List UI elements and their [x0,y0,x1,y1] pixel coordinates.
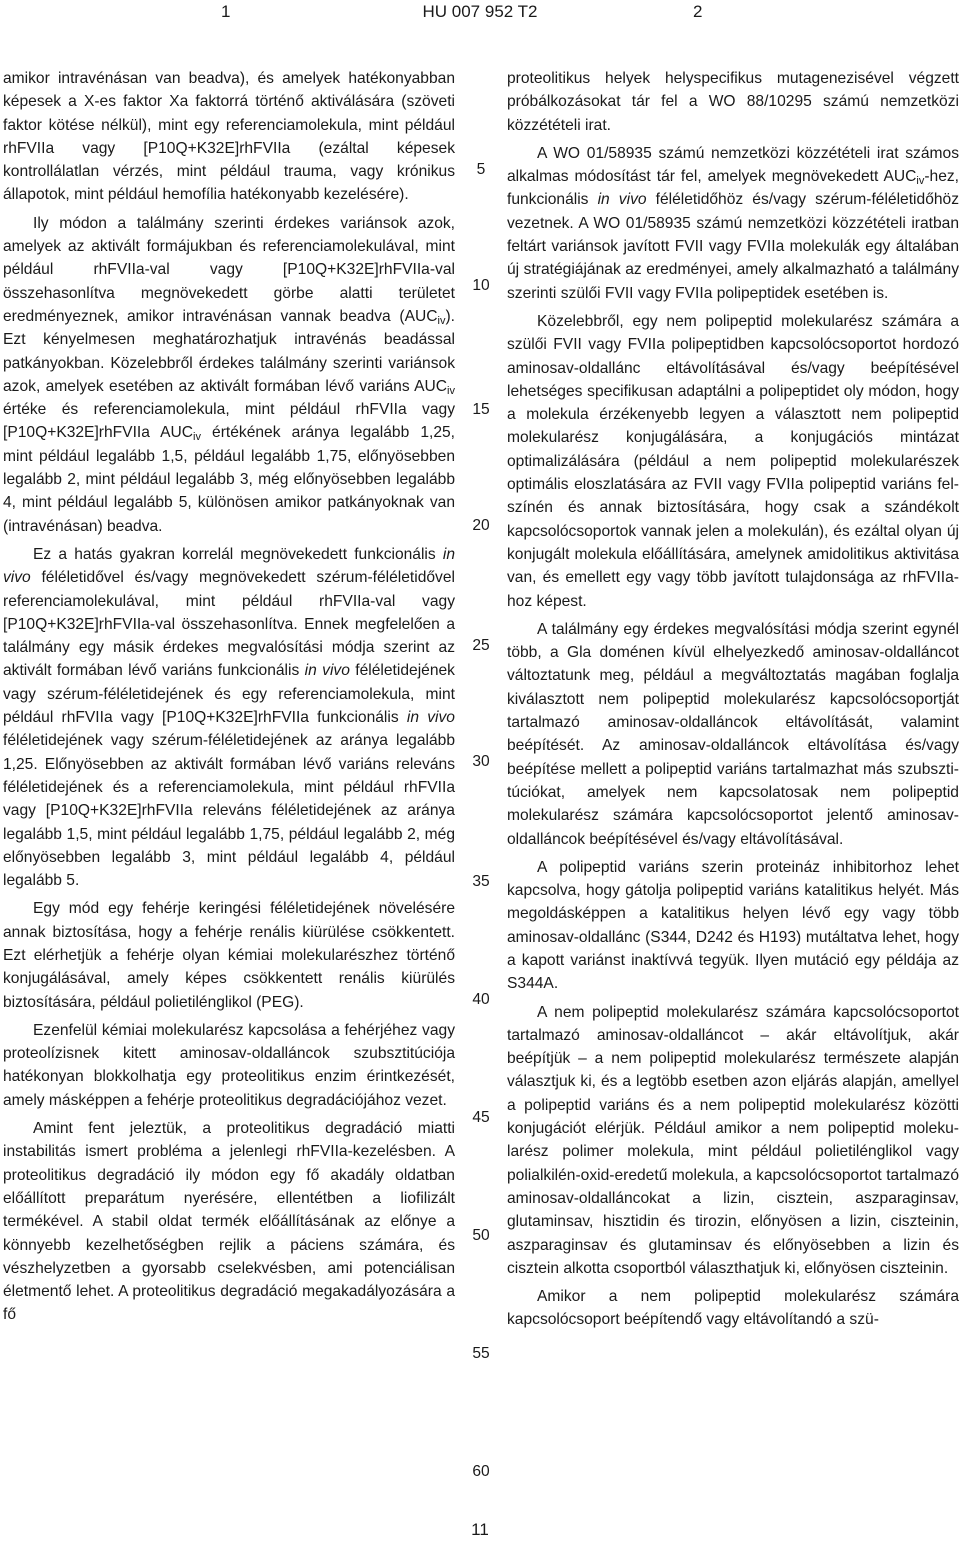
line-number: 20 [472,517,490,534]
page-number-right: 2 [693,2,703,21]
paragraph [507,67,959,137]
text-run: Amint fent jeleztük, a proteolitikus degradáció miatti instabilitás ismert probléma a jelenlegi rhFVIIa-kezelésben. A proteolitikus degradáció ily módon egy fő akadály oldatban előállított preparátum nyerésére, ellentétben a liofilizált termékével. A stabil oldat termék előállításának az előnye a könnyebb kezelhetőségben rejlik a páciens számára, és vészhelyzetben a gyorsabb cselekvésben, ami potenciálisan életmentő lehet. A proteolitikus degradáció megakadályozására a fő [3,1120,455,1324]
text-run: in vivo [406,709,455,727]
text-run: féléletidejének vagy szérum-féléletidejének és egy referenciamolekula, mint például rhFVIIa vagy [P10Q+K32E]rhFVIIa funkcionális [3,662,455,727]
line-number: 55 [472,1345,490,1362]
paragraph [3,67,455,207]
paragraph [3,1019,455,1112]
line-number: 40 [472,991,490,1008]
text-run: Ily módon a találmány szerinti érdekes variánsok azok, amelyek az aktivált formájukban és referenciamolekulával, mint például rhFVIIa-val vagy [P10Q+K32E]rhFVIIa-val összehasonlítva megnövekedett görbe alatti területet eredményeznek, amikor intravénásan vannak beadva (AUC [3,214,455,325]
line-number: 35 [472,873,490,890]
line-number: 50 [472,1227,490,1244]
page-number-left: 1 [221,2,231,21]
text-run: proteolitikus helyek helyspecifikus mutagenezisével végzett próbálkozásokat tár fel a WO 88/10295 számú nemzetközi közzétételi irat. [507,70,959,134]
text-run: féléletidőhöz és/vagy szérum-féléletidőhöz vezetnek. A WO 01/58935 számú nemzetközi közzétételi iratban feltárt variánsok javított FVII vagy FVIIa molekulák egy általában új stratégiájának az eredményei, amely alkalmazható a találmány szerinti szülői FVII vagy FVIIa polipeptidek esetében is. [507,191,960,302]
paragraph [507,310,959,613]
paragraph [507,142,959,305]
text-run: ). Ezt kényelmesen meghatározhatjuk intravénás beadással patkányokban. Közelebbről érdekes találmány szerinti variánsok azok, amelyek esetében az aktivált formában lévő variáns AUC [3,307,455,395]
text-run: Egy mód egy fehérje keringési féléletidejének növelésére annak biztosítása, hogy a fehérje renális kiürülése csökkentett. Ezt elérhetjük a fehérje olyan kémiai molekularészhez történő konjugálásával, amely képes csökkentett renális kiürülés biztosítására, például polietilénglikol (PEG). [3,900,455,1011]
text-run: -hez, funkcionális [507,168,959,209]
text-run: Közelebbről, egy nem polipeptid molekularész számára a szülői FVII vagy FVIIa polipeptidben kapcsolócsoportot hordozó aminosav-oldallánc eltávolításával és/vagy beépítésével lehetséges specifikusan adaptálni a polipeptidet oly módon, hogy a molekula érzékenyebb legyen a választott nem polipeptid molekularész konjugálására, a konjugációs mintázat optimalizálására (például a nem polipeptid molekularészek optimális eloszlatására az FVII vagy FVIIa polipeptid variáns felszínén és annak biztosítására, hogy csak a szándékolt kapcsolócsoportok vannak jelen a molekulán), és ezáltal olyan új konjugált molekula előállítására, amelynek amidolitikus aktivitása van, és emellett egy vagy több javított tulajdonsága az rhFVIIa-hoz képest. [507,312,959,610]
text-run: Ezenfelül kémiai molekularész kapcsolása a fehérjéhez vagy proteolízisnek kitett aminosav-oldalláncok szubsztitúciója hatékonyan blokkolhatja egy proteolitikus enzim érintkezését, amely másképpen a fehérje proteolitikus degradációjához vezet. [3,1021,455,1109]
text-run: féléletidővel és/vagy megnövekedett szérum-féléletidővel referenciamolekulával, mint például rhFVIIa-val vagy [P10Q+K32E]rhFVIIa-val összehasonlítva. Ennek megfelelően a találmány egy másik érdekes megvalósítási módja szerint az aktivált formában lévő variáns funkcionális [3,569,455,680]
text-run: iv [447,384,455,397]
paragraph [507,618,959,851]
document-id: HU 007 952 T2 [422,2,538,21]
line-number: 25 [472,637,490,654]
line-number: 5 [476,161,486,178]
paragraph [507,856,959,996]
text-run: Amikor a nem polipeptid molekularész számára kapcsolócsoport beépítendő vagy eltávolítandó a szü- [507,1288,959,1329]
paragraph [507,1001,959,1281]
text-run: amikor intravénásan van beadva), és amelyek hatékonyabban képesek a X-es faktor Xa faktorrá történő aktiválására (szöveti faktor kötése nélkül), mint egy referenciamolekula, mint például rhFVIIa vagy [P10Q+K32E]rhFVIIa (ezáltal képesek kontrollálatlan vérzés, mint például trauma, vagy krónikus állapotok, mint például hemofília hatékonyabb kezelésére). [3,70,455,204]
text-run: iv [193,431,201,444]
line-number: 30 [472,753,490,770]
text-run: értékének aránya legalább 1,25, mint például legalább 1,5, például legalább 1,75, előnyösebben legalább 2, mint például legalább 3, még előnyösebben legalább 4, mint például legalább 5, különösen amikor patkányoknak van (intravénásan) beadva. [3,424,455,535]
footer-page-number: 11 [471,1520,489,1539]
text-run: A nem polipeptid molekularész számára kapcsolócsoportot tartalmazó aminosav-oldalláncot – akár eltávolítjuk, akár beépítjük – a nem polipeptid molekularész természete alapján választjuk ki, és a legtöbb esetben azon eljárás alapján, amellyel a polipeptid variáns és a nem polipeptid molekularész közötti konjugációt elérjük. Például amikor a nem polipeptid molekularész polimer molekula, mint például polietilénglikol vagy polialkilén-oxid-eredetű molekula, a kapcsolócsoportot tartalmazó aminosav-oldalláncokat a lizin, cisztein, aszparaginsav, glutaminsav, hisztidin és tirozin, előnyösen a lizin, ciszteinin, aszparaginsav és glutaminsav és előnyösebben a lizin és cisztein alkotta csoportból választhatjuk ki, előnyösen ciszteinin. [507,1003,959,1277]
paragraph [3,897,455,1013]
line-number: 45 [472,1109,490,1126]
text-run: in vivo [3,545,455,587]
paragraph [3,212,455,538]
text-run: iv [916,175,925,188]
text-run: A WO 01/58935 számú nemzetközi közzétételi irat számos alkalmas módosítást tár fel, amelyek megnövekedett AUC [507,144,959,186]
paragraph [507,1285,959,1332]
text-run: iv [437,314,446,327]
text-run: A polipeptid variáns szerin proteináz inhibitorhoz lehet kapcsolva, hogy gátolja polipeptid variáns katalitikus helyét. Más megoldásképpen a katalitikus helyen lévő egy vagy több aminosav-oldallánc (S344, D242 és H193) mutáltatva lehet, hogy a kapott variánst inaktívvá tegyük. Ilyen mutáció egy példája az S344A. [507,858,959,993]
paragraph [3,543,455,892]
right-text-column [507,67,959,1332]
text-run: A találmány egy érdekes megvalósítási módja szerint egynél több, a Gla doménen kívül elhelyezkedő aminosav-oldalláncot változtatunk meg, például a megváltoztatás magában foglalja kiválasztott nem polipeptid molekularész kapcsolócsoportját tartalmazó aminosav-oldalláncok eltávolítását, valamint beépítését. Az aminosav-oldalláncok eltávolítása és/vagy beépítése mellett a polipeptid variáns tartalmazhat más szubsztitúciókat, amelyek nem kapcsolatosak nem polipeptid molekularész számára kapcsolócsoportot jelentő aminosav-oldalláncok beépítésével és/vagy eltávolításával. [507,620,959,848]
line-number: 15 [472,401,490,418]
left-text-column [3,67,455,1327]
text-run: féléletidejének vagy szérum-féléletidejének az aránya legalább 1,25. Előnyösebben az aktivált formában lévő variáns releváns féléletidejének és a referenciamolekula, mint például rhFVIIa vagy [P10Q+K32E]rhFVIIa releváns féléletidejének az aránya legalább 1,5, mint például legalább 1,75, például legalább 2, még előnyösebben legalább 3, mint például legalább 4, például legalább 5. [3,732,455,890]
text-run: értéke és referenciamolekula, mint például rhFVIIa vagy [P10Q+K32E]rhFVIIa AUC [3,401,455,442]
line-number: 10 [472,277,490,294]
text-run: in vivo [304,662,350,680]
line-number: 60 [472,1463,490,1480]
paragraph [3,1117,455,1327]
text-run: Ez a hatás gyakran korrelál megnövekedett funkcionális [33,545,443,563]
text-run: in vivo [597,191,647,209]
